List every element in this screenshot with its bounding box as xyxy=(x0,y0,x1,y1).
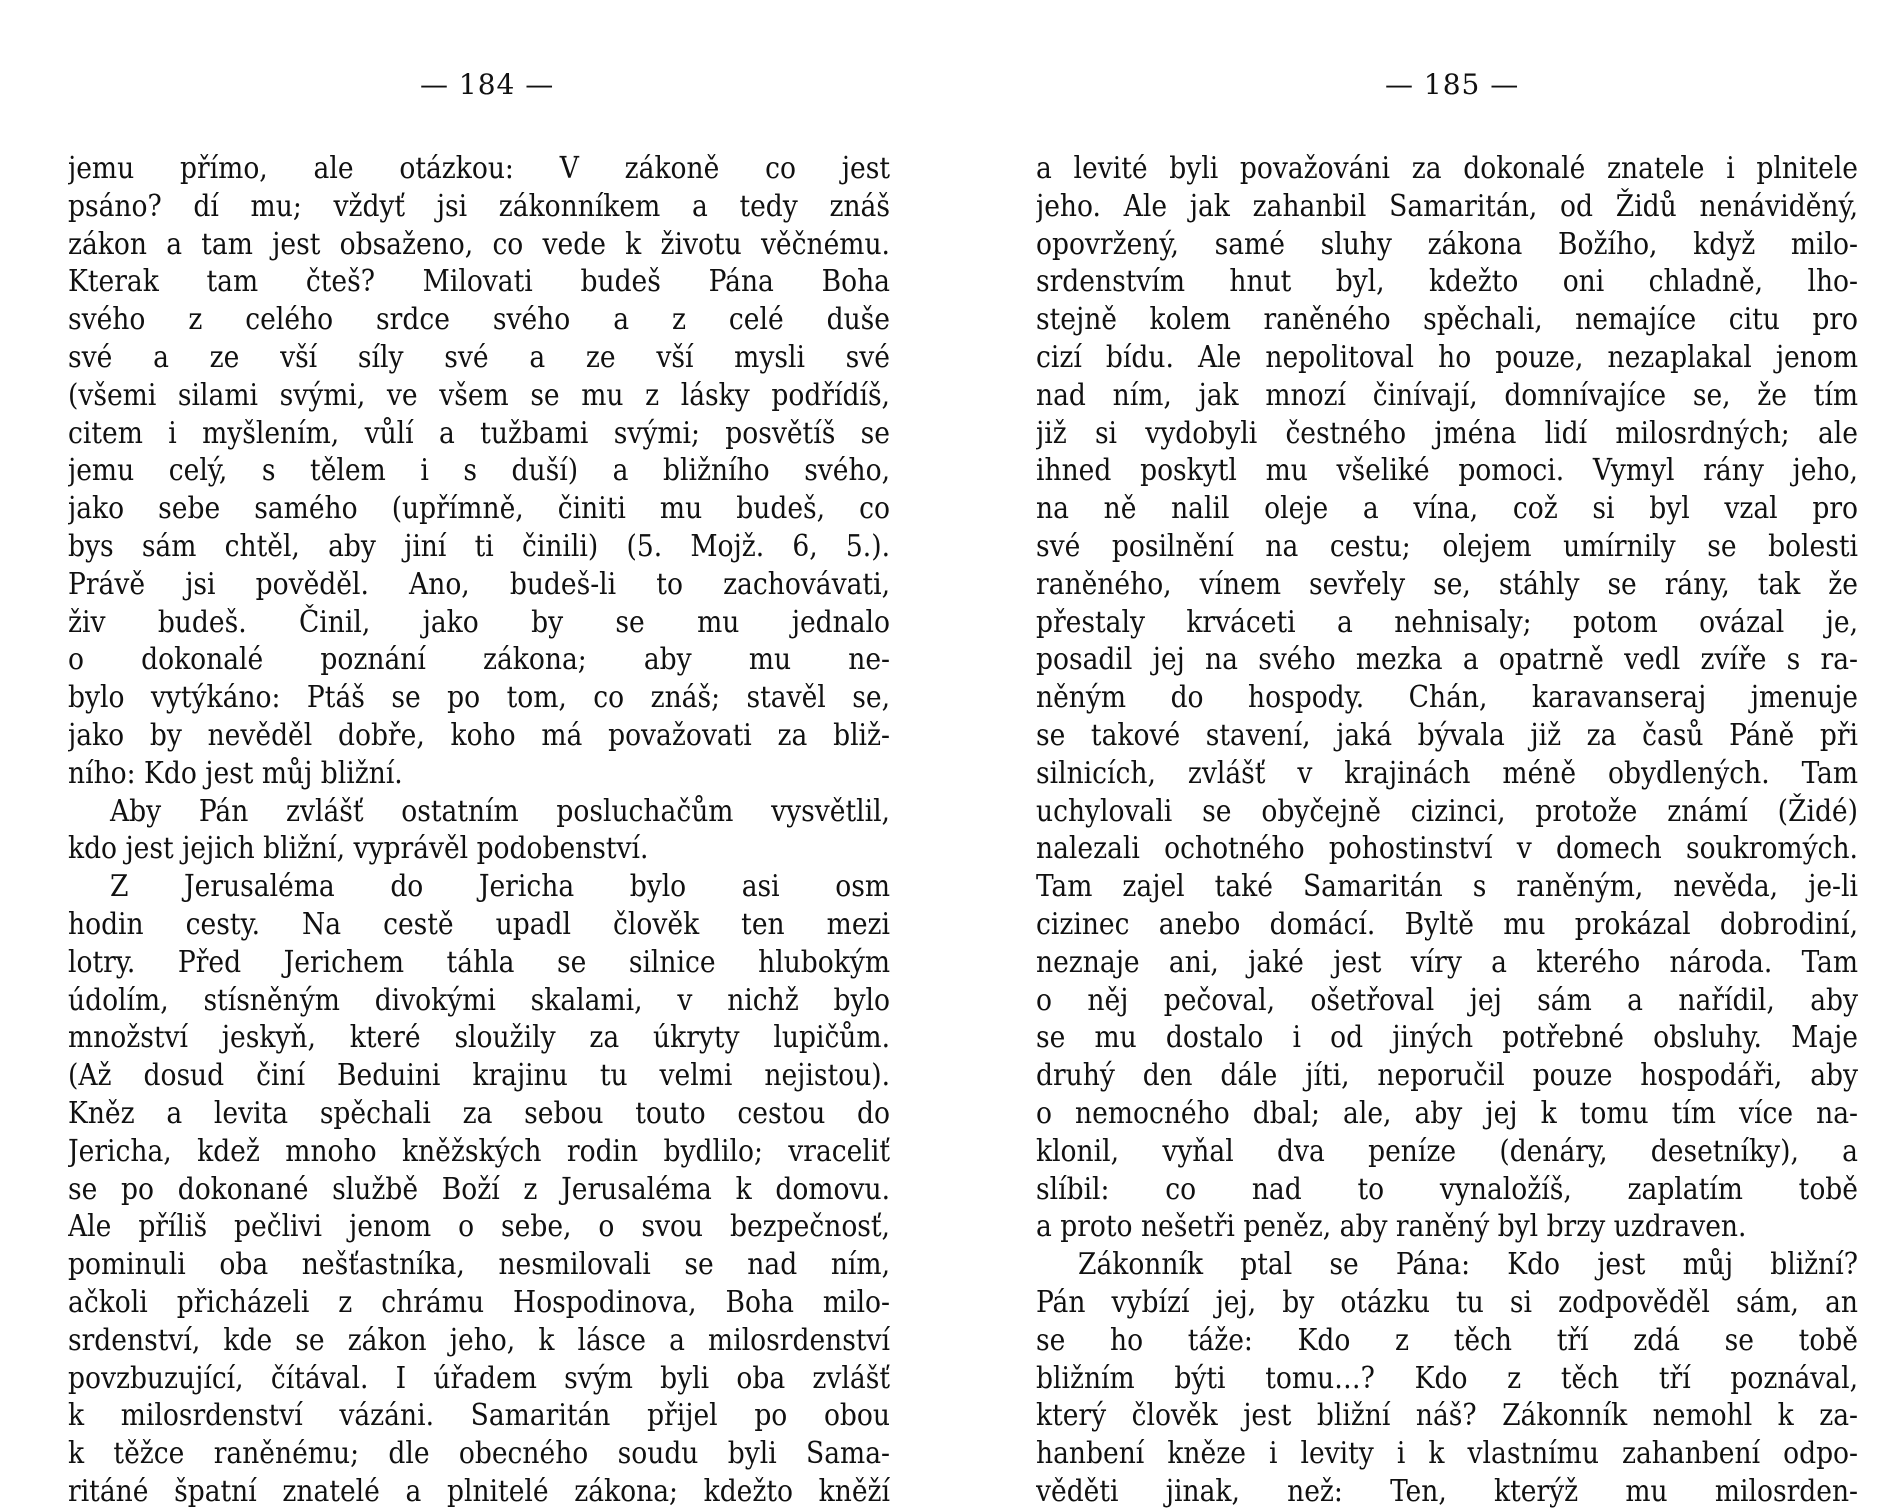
text-line: a levité byli považováni za dokonalé znatele i plnitele xyxy=(1036,151,1858,185)
text-line: na ně nalil oleje a vína, což si byl vzal pro xyxy=(1036,491,1858,526)
text-line: k milosrdenství vázáni. Samaritán přijel po obou xyxy=(68,1398,890,1433)
text-line: stejně kolem raněného spěchali, nemajíce citu pro xyxy=(1036,302,1858,337)
text-line: ritáné špatní znatelé a plnitelé zákona; kdežto kněží xyxy=(68,1473,890,1508)
text-line: své a ze vší síly své a ze vší mysli své xyxy=(68,339,890,374)
text-line: bližním býti tomu…? Kdo z těch tří poznával, xyxy=(1036,1360,1858,1395)
left-page xyxy=(0,0,950,1508)
text-line: nad ním, jak mnozí činívají, domnívajíce se, že tím xyxy=(1036,377,1858,412)
text-line: přestaly krváceti a nehnisaly; potom ovázal je, xyxy=(1036,604,1858,639)
text-line: (Až dosud činí Beduini krajinu tu velmi nejistou). xyxy=(68,1058,890,1093)
text-line: se ho táže: Kdo z těch tří zdá se tobě xyxy=(1036,1322,1858,1357)
text-line: věděti jinak, než: Ten, kterýž mu milosrden- xyxy=(1036,1473,1858,1508)
text-line: slíbil: co nad to vynaložíš, zaplatím tobě xyxy=(1036,1171,1858,1206)
text-line: jako sebe samého (upřímně, činiti mu budeš, co xyxy=(68,491,890,526)
text-line: množství jeskyň, které sloužily za úkryty lupičům. xyxy=(68,1020,890,1055)
text-line: který člověk jest bližní náš? Zákonník nemohl k za- xyxy=(1036,1398,1858,1433)
text-line: Zákonník ptal se Pána: Kdo jest můj bližní? xyxy=(1078,1247,1858,1282)
text-line: raněného, vínem sevřely se, stáhly se rány, tak že xyxy=(1036,566,1858,601)
text-line: Z Jerusaléma do Jericha bylo asi osm xyxy=(110,869,890,904)
text-line: uchylovali se obyčejně cizinci, protože známí (Židé) xyxy=(1036,793,1858,828)
text-line: (všemi silami svými, ve všem se mu z lásky podřídíš, xyxy=(68,377,890,412)
text-line: se takové stavení, jaká bývala již za časů Páně při xyxy=(1036,717,1858,752)
page-number: — 184 — xyxy=(420,68,555,101)
text-line: jeho. Ale jak zahanbil Samaritán, od Židů nenáviděný, xyxy=(1036,188,1858,223)
text-line: jako by nevěděl dobře, koho má považovati za bliž- xyxy=(68,717,890,752)
text-line: hodin cesty. Na cestě upadl člověk ten mezi xyxy=(68,906,890,941)
text-line: lotry. Před Jerichem táhla se silnice hlubokým xyxy=(68,944,890,979)
text-line: posadil jej na svého mezka a opatrně vedl zvíře s ra- xyxy=(1036,642,1858,677)
text-line: kdo jest jejich bližní, vyprávěl podobenství. xyxy=(68,831,649,866)
text-line: opovržený, samé sluhy zákona Božího, když milo- xyxy=(1036,226,1858,261)
text-line: Aby Pán zvlášť ostatním posluchačům vysvětlil, xyxy=(110,793,890,828)
text-line: bys sám chtěl, aby jiní ti činili) (5. Mojž. 6, 5.). xyxy=(68,528,890,563)
text-line: Tam zajel také Samaritán s raněným, nevěda, je-li xyxy=(1036,869,1858,904)
text-line: srdenstvím hnut byl, kdežto oni chladně, lho- xyxy=(1036,264,1858,299)
text-line: ačkoli přicházeli z chrámu Hospodinova, Boha milo- xyxy=(68,1284,890,1319)
text-line: ního: Kdo jest můj bližní. xyxy=(68,755,403,790)
text-line: již si vydobyli čestného jména lidí milosrdných; ale xyxy=(1036,415,1858,450)
text-line: o dokonalé poznání zákona; aby mu ne- xyxy=(68,642,890,677)
text-line: Kněz a levita spěchali za sebou touto cestou do xyxy=(68,1095,890,1130)
text-line: klonil, vyňal dva peníze (denáry, desetníky), a xyxy=(1036,1133,1858,1168)
right-page xyxy=(950,0,1900,1508)
text-line: hanbení kněze i levity i k vlastnímu zahanbení odpo- xyxy=(1036,1436,1858,1471)
text-line: o nemocného dbal; ale, aby jej k tomu tím více na- xyxy=(1036,1095,1858,1130)
text-line: nalezali ochotného pohostinství v domech soukromých. xyxy=(1036,831,1858,866)
text-line: Právě jsi pověděl. Ano, budeš-li to zachovávati, xyxy=(68,566,890,601)
text-line: něným do hospody. Chán, karavanseraj jmenuje xyxy=(1036,680,1858,715)
text-line: a proto nešetři peněz, aby raněný byl brzy uzdraven. xyxy=(1036,1209,1747,1244)
text-line: neznaje ani, jaké jest víry a kterého národa. Tam xyxy=(1036,944,1858,979)
text-line: citem i myšlením, vůlí a tužbami svými; posvětíš se xyxy=(68,415,890,450)
text-line: Jericha, kdež mnoho kněžských rodin bydlilo; vraceliť xyxy=(68,1133,890,1168)
text-line: živ budeš. Činil, jako by se mu jednalo xyxy=(68,604,890,639)
text-line: ihned poskytl mu všeliké pomoci. Vymyl rány jeho, xyxy=(1036,453,1858,488)
text-line: Kterak tam čteš? Milovati budeš Pána Boha xyxy=(68,264,890,299)
text-line: bylo vytýkáno: Ptáš se po tom, co znáš; stavěl se, xyxy=(68,680,890,715)
text-line: se po dokonané službě Boží z Jerusaléma k domovu. xyxy=(68,1171,890,1206)
text-line: pominuli oba nešťastníka, nesmilovali se nad ním, xyxy=(68,1247,890,1282)
text-line: zákon a tam jest obsaženo, co vede k životu věčnému. xyxy=(68,226,890,261)
page-text xyxy=(68,150,890,1511)
text-line: psáno? dí mu; vždyť jsi zákonníkem a tedy znáš xyxy=(68,188,890,223)
text-line: svého z celého srdce svého a z celé duše xyxy=(68,302,890,337)
text-line: jemu celý, s tělem i s duší) a bližního svého, xyxy=(68,453,890,488)
text-line: se mu dostalo i od jiných potřebné obsluhy. Maje xyxy=(1036,1020,1858,1055)
text-line: Ale příliš pečlivi jenom o sebe, o svou bezpečnosť, xyxy=(68,1209,890,1244)
text-line: cizí bídu. Ale nepolitoval ho pouze, nezaplakal jenom xyxy=(1036,339,1858,374)
text-line: údolím, stísněným divokými skalami, v nichž bylo xyxy=(68,982,890,1017)
text-line: své posilnění na cestu; olejem umírnily se bolesti xyxy=(1036,528,1858,563)
text-line: jemu přímo, ale otázkou: V zákoně co jest xyxy=(68,151,890,185)
page-number: — 185 — xyxy=(1385,68,1520,101)
text-line: druhý den dále jíti, neporučil pouze hospodáři, aby xyxy=(1036,1058,1858,1093)
text-line: cizinec anebo domácí. Byltě mu prokázal dobrodiní, xyxy=(1036,906,1858,941)
text-line: silnicích, zvlášť v krajinách méně obydlených. Tam xyxy=(1036,755,1858,790)
text-line: Pán vybízí jej, by otázku tu si zodpověděl sám, an xyxy=(1036,1284,1858,1319)
text-line: k těžce raněnému; dle obecného soudu byli Sama- xyxy=(68,1436,890,1471)
page-text xyxy=(1036,150,1858,1511)
text-line: povzbuzující, čítával. I úřadem svým byli oba zvlášť xyxy=(68,1360,890,1395)
text-line: srdenství, kde se zákon jeho, k lásce a milosrdenství xyxy=(68,1322,890,1357)
text-line: o něj pečoval, ošetřoval jej sám a nařídil, aby xyxy=(1036,982,1858,1017)
